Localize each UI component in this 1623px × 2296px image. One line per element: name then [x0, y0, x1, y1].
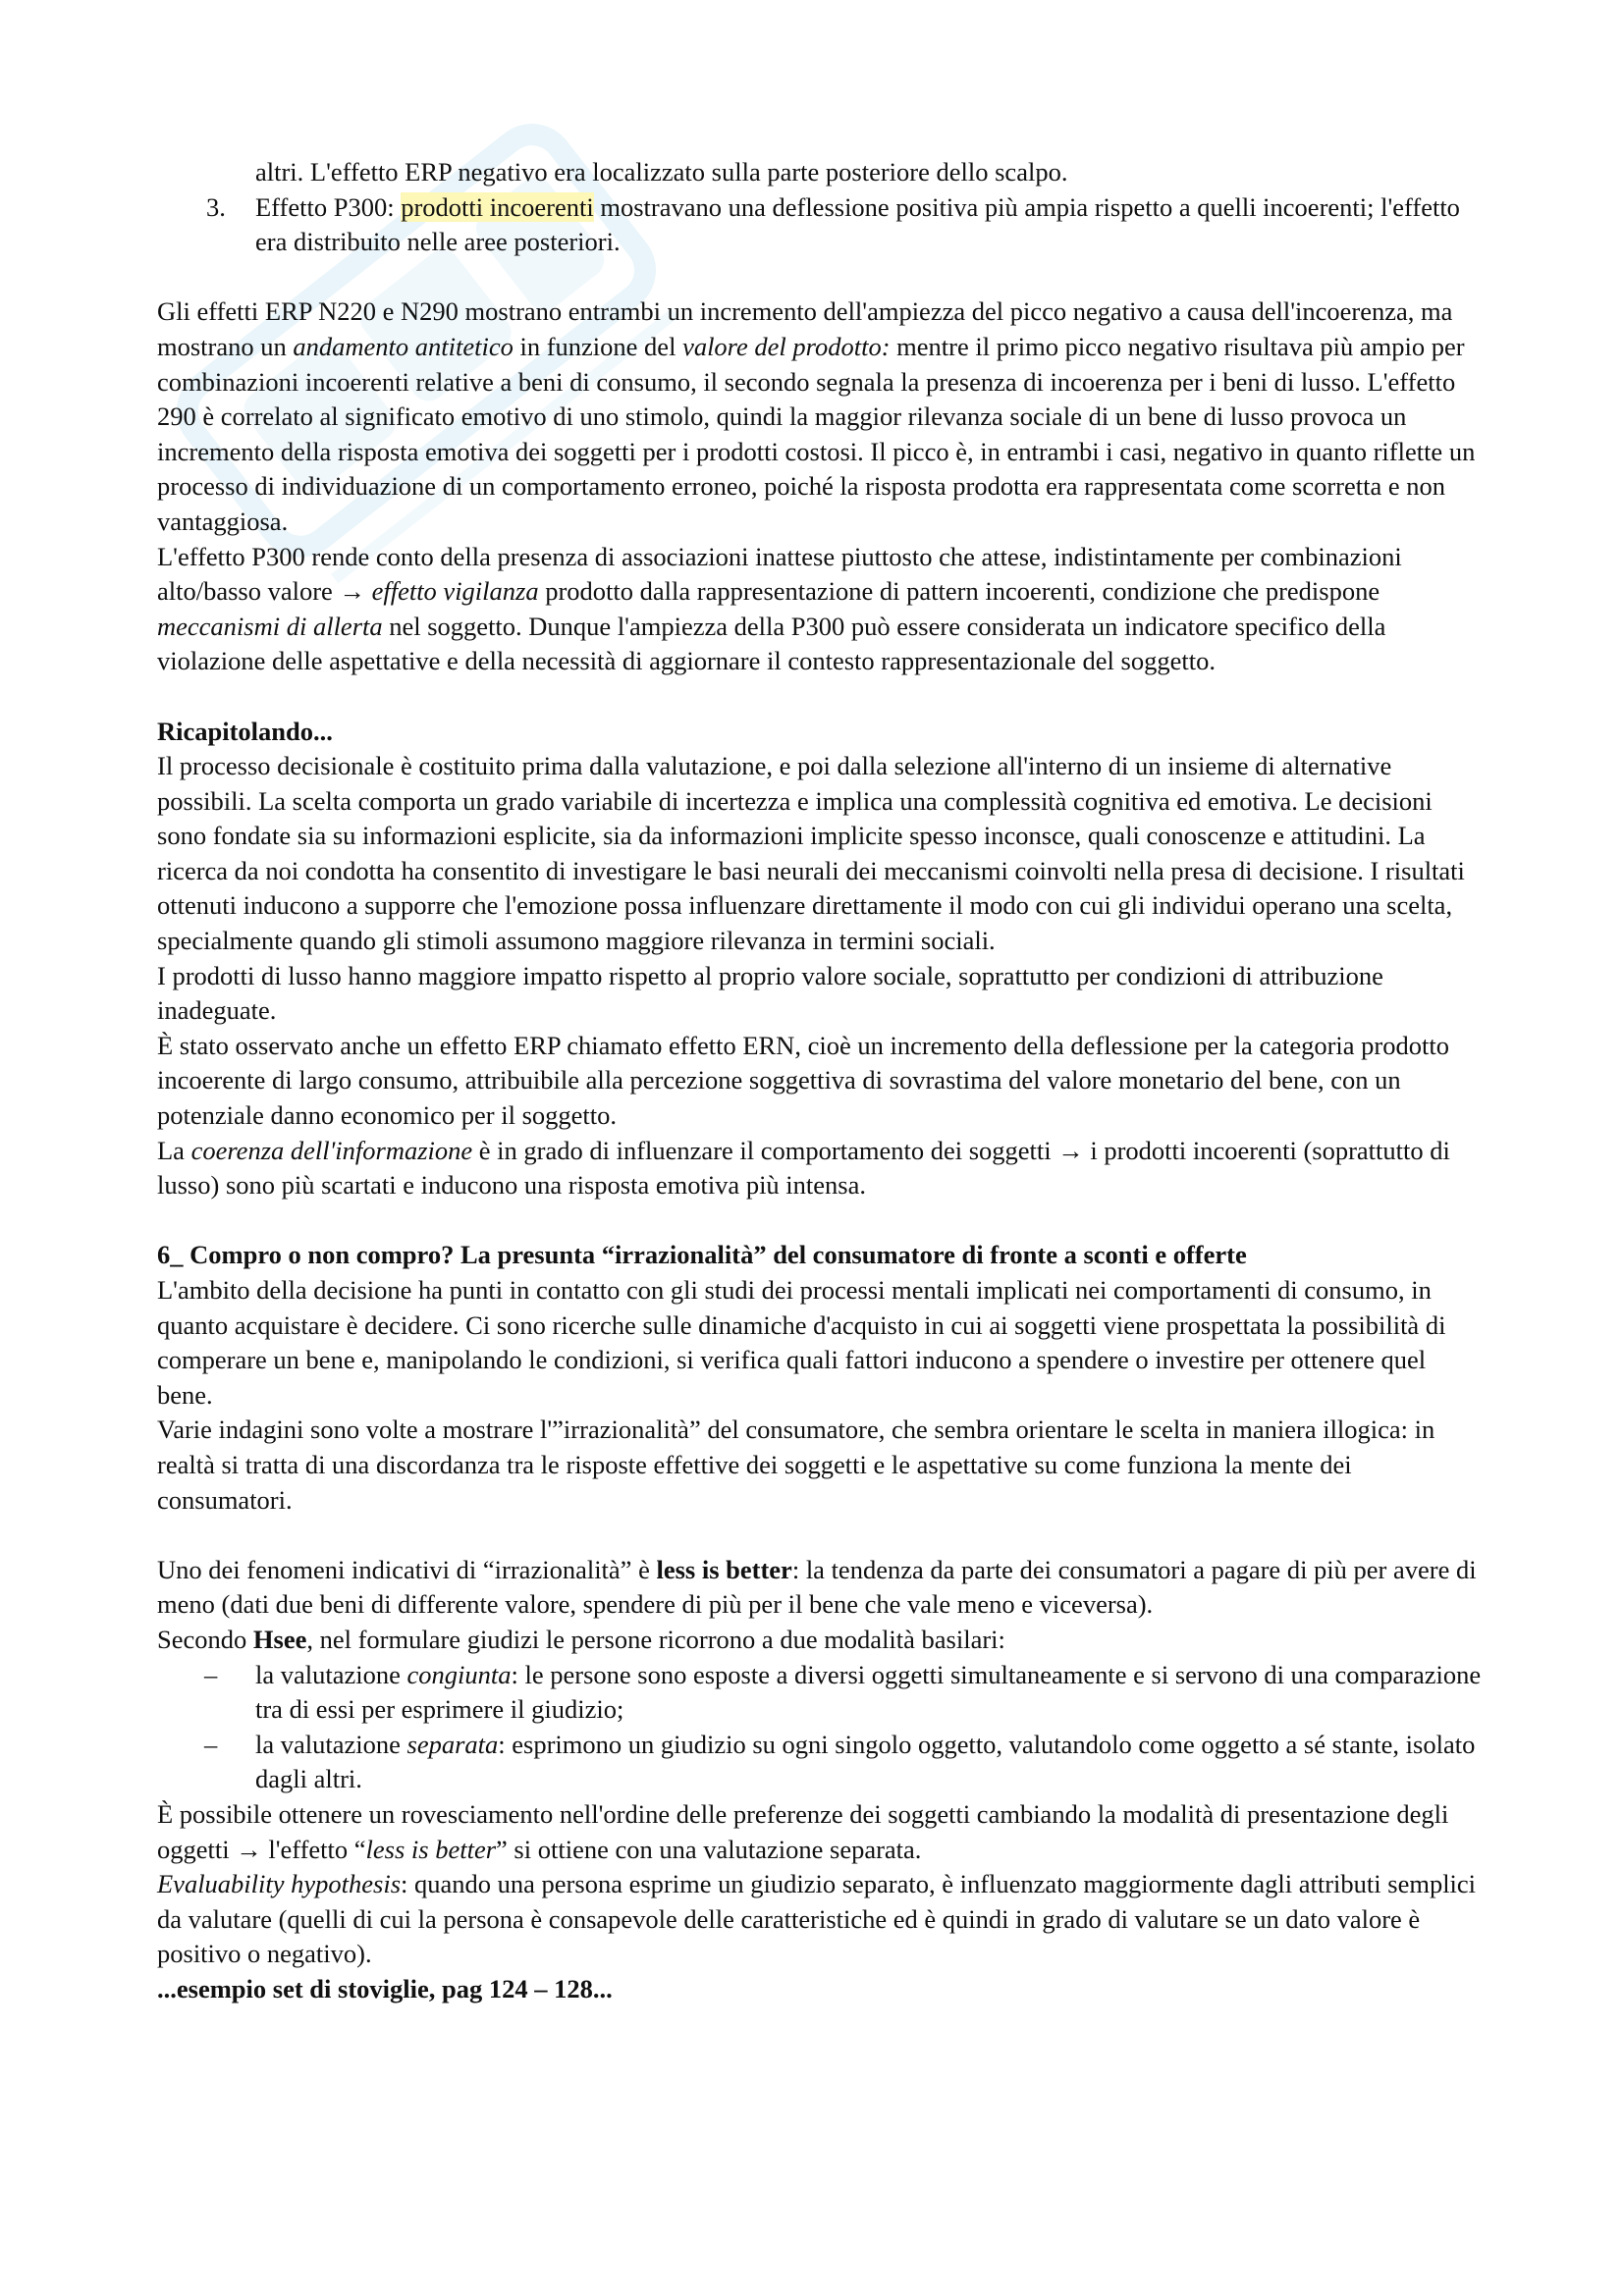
section-6-paragraph-6: [157, 1867, 1485, 1972]
italic-term: andamento antitetico: [293, 331, 514, 361]
section-6-paragraph-4: [157, 1623, 1485, 1658]
spacer: [157, 1518, 1485, 1553]
list-item-congiunta: [157, 1658, 1485, 1728]
spacer: [157, 679, 1485, 715]
text-run: mostravano una deflessione positiva più ampia rispetto a quelli incoerenti; l'effetto era distribuito nelle aree posteriori.: [255, 191, 1460, 257]
text-run: : esprimono un giudizio su ogni singolo oggetto, valutandolo come oggetto a sé stante, isolato dagli altri.: [255, 1729, 1476, 1794]
list-continuation: altri. L'effetto ERP negativo era localizzato sulla parte posteriore dello scalpo.: [255, 157, 1068, 187]
text-run: : la tendenza da parte dei consumatori a pagare di più per avere di meno (dati due beni di differente valore, spendere di più per il bene che vale meno e viceversa).: [157, 1554, 1477, 1620]
italic-term: congiunta: [406, 1659, 512, 1689]
highlighted-text: prodotti incoerenti: [401, 191, 594, 222]
list-marker: 3.: [206, 191, 226, 222]
dash-marker: –: [204, 1659, 218, 1689]
bold-term: Hsee: [252, 1624, 307, 1654]
section-6-paragraph-5: [157, 1797, 1485, 1867]
recap-heading: Ricapitolando...: [157, 716, 333, 746]
list-item-separata: [157, 1728, 1485, 1797]
text-run: È possibile ottenere un rovesciamento nell'ordine delle preferenze dei soggetti cambiando la modalità di presentazione degli oggetti → l'effetto “: [157, 1798, 1449, 1864]
text-run: Uno dei fenomeni indicativi di “irrazionalità” è: [157, 1554, 657, 1584]
text-run: Secondo: [157, 1624, 253, 1654]
recap-paragraph-3: È stato osservato anche un effetto ERP chiamato effetto ERN, cioè un incremento della deflessione per la categoria prodotto incoerente di largo consumo, attribuibile alla percezione soggettiva di sovrastima del valore monetario del bene, con un potenziale danno economico per il soggetto.: [157, 1030, 1449, 1131]
recap-paragraph-2: I prodotti di lusso hanno maggiore impatto rispetto al proprio valore sociale, soprattutto per condizioni di attribuzione inadeguate.: [157, 960, 1383, 1026]
text-run: la valutazione: [255, 1659, 407, 1689]
dash-marker: –: [204, 1729, 218, 1759]
document-page: [157, 155, 1485, 2006]
text-run: , nel formulare giudizi le persone ricorrono a due modalità basilari:: [306, 1624, 1005, 1654]
text-run: prodotto dalla rappresentazione di pattern incoerenti, condizione che predispone: [538, 576, 1380, 607]
text-run: : quando una persona esprime un giudizio separato, è influenzato maggiormente dagli attributi semplici da valutare (quelli di cui la persona è consapevole delle caratteristiche ed è quindi in grado di valutare se un dato valore è positivo o negativo).: [157, 1869, 1477, 1969]
text-run: la valutazione: [255, 1729, 407, 1759]
spacer: [157, 1203, 1485, 1239]
recap-paragraph-4: [157, 1134, 1485, 1203]
section-6-paragraph-2: Varie indagini sono volte a mostrare l'”irrazionalità” del consumatore, che sembra orientare le scelta in maniera illogica: in realtà si tratta di una discordanza tra le risposte effettive dei soggetti e le aspettative su come funziona la mente dei consumatori.: [157, 1415, 1435, 1515]
italic-term: Evaluability hypothesis: [157, 1869, 402, 1899]
italic-term: effetto vigilanza: [371, 576, 539, 607]
text-run: nel soggetto. Dunque l'ampiezza della P300 può essere considerata un indicatore specifico della violazione delle aspettative e della necessità di aggiornare il contesto rappresentazionale del soggetto.: [157, 611, 1386, 676]
text-run: : le persone sono esposte a diversi oggetti simultaneamente e si servono di una comparazione tra di essi per esprimere il giudizio;: [255, 1659, 1482, 1725]
italic-term: separata: [406, 1729, 499, 1759]
text-run: Effetto P300:: [255, 191, 402, 222]
italic-term: coerenza dell'informazione: [190, 1135, 473, 1165]
italic-term: less is better: [365, 1834, 497, 1864]
italic-term: meccanismi di allerta: [157, 611, 383, 641]
closing-note: ...esempio set di stoviglie, pag 124 – 128...: [157, 1973, 613, 2003]
bold-term: less is better: [656, 1554, 792, 1584]
recap-paragraph-1: Il processo decisionale è costituito prima dalla valutazione, e poi dalla selezione all'interno di un insieme di alternative possibili. La scelta comporta un grado variabile di incertezza e implica una complessità cognitiva ed emotiva. Le decisioni sono fondate sia su informazioni esplicite, sia da informazioni implicite spesso inconsce, quali conoscenze e attitudini. La ricerca da noi condotta ha consentito di investigare le basi neurali dei meccanismi coinvolti nella presa di decisione. I risultati ottenuti inducono a supporre che l'emozione possa influenzare direttamente il modo con cui gli individui operano una scelta, specialmente quando gli stimoli assumono maggiore rilevanza in termini sociali.: [157, 751, 1465, 956]
section-6-paragraph-1: L'ambito della decisione ha punti in contatto con gli studi dei processi mentali implicati nei comportamenti di consumo, in quanto acquistare è decidere. Ci sono ricerche sulle dinamiche d'acquisto in cui ai soggetti viene prospettata la possibilità di comperare un bene e, manipolando le condizioni, si verifica quali fattori inducono a spendere o investire per ottenere quel bene.: [157, 1275, 1446, 1410]
text-run: La: [157, 1135, 191, 1165]
paragraph-erp-effects: [157, 294, 1485, 539]
section-6-paragraph-3: [157, 1553, 1485, 1623]
numbered-item-3: [157, 190, 1485, 260]
spacer: [157, 260, 1485, 295]
text-run: in funzione del: [513, 331, 683, 361]
text-run: mentre il primo picco negativo risultava più ampio per combinazioni incoerenti relative a beni di consumo, il secondo segnala la presenza di incoerenza per i beni di lusso. L'effetto 290 è correlato al significato emotivo di uno stimolo, quindi la maggior rilevanza sociale di un bene di lusso provoca un incremento della risposta emotiva dei soggetti per i prodotti costosi. Il picco è, in entrambi i casi, negativo in quanto riflette un processo di individuazione di un comportamento erroneo, poiché la risposta prodotta era rappresentata come scorretta e non vantaggiosa.: [157, 331, 1476, 536]
italic-term: valore del prodotto:: [682, 331, 891, 361]
section-6-heading: 6_ Compro o non compro? La presunta “irrazionalità” del consumatore di fronte a sconti e offerte: [157, 1240, 1247, 1270]
paragraph-p300: [157, 540, 1485, 679]
text-run: ” si ottiene con una valutazione separata.: [496, 1834, 922, 1864]
text-run: L'effetto P300 rende conto della presenza di associazioni inattese piuttosto che attese, indistintamente per combinazioni alto/basso valore →: [157, 541, 1402, 607]
text-run: Gli effetti ERP N220 e N290 mostrano entrambi un incremento dell'ampiezza del picco negativo a causa dell'incoerenza, ma mostrano un: [157, 296, 1453, 361]
text-run: è in grado di influenzare il comportamento dei soggetti → i prodotti incoerenti (soprattutto di lusso) sono più scartati e inducono una risposta emotiva più intensa.: [157, 1135, 1450, 1201]
